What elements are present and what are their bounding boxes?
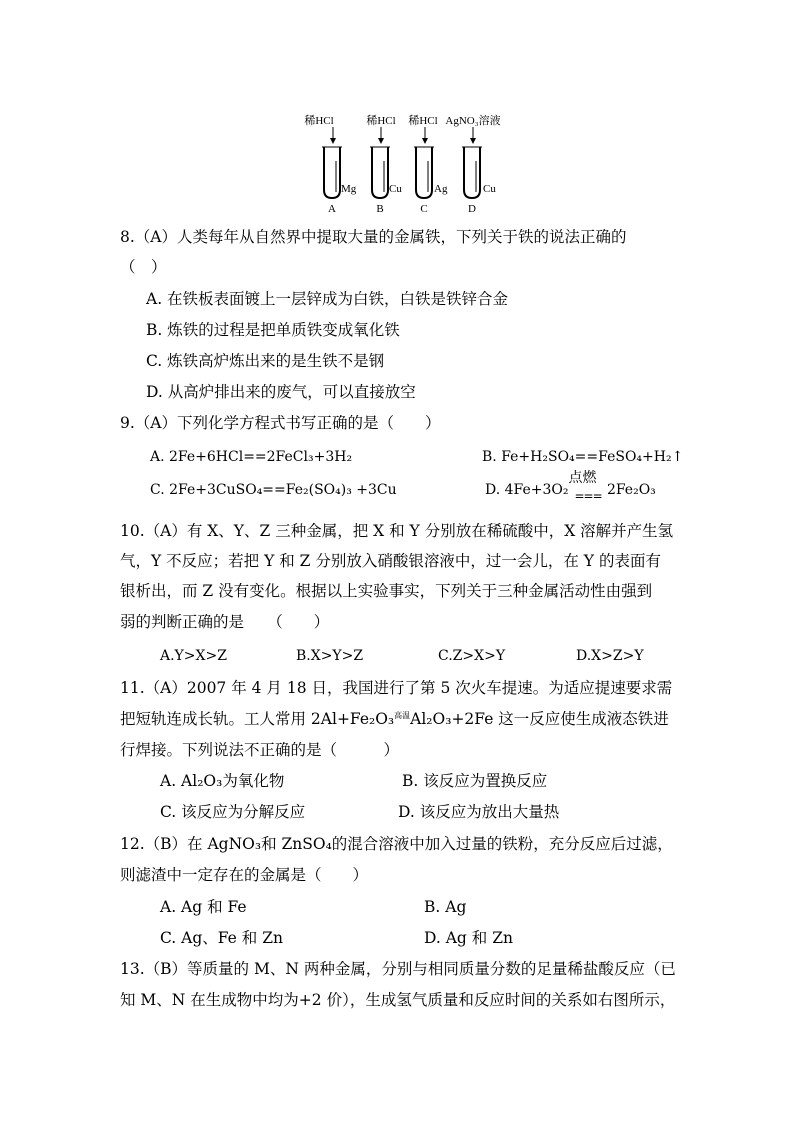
- q13-line-2: 知 M、N 在生成物中均为+2 价），生成氢气质量和反应时间的关系如右图所示，: [120, 991, 676, 1009]
- ignite-condition: [568, 470, 603, 503]
- metal-label-c: Ag: [434, 183, 448, 195]
- equals-sign: ===: [574, 489, 602, 503]
- high-temp-condition: 高温: [394, 711, 411, 720]
- tube-a: [304, 113, 356, 214]
- q12-option-d: D. Ag 和 Zn: [424, 929, 513, 947]
- q10-option-a: A.Y>X>Z: [160, 648, 227, 664]
- q9-option-d-product: 2Fe₂O₃: [606, 482, 656, 498]
- q13-line-1: 13.（B）等质量的 M、N 两种金属，分别与相同质量分数的足量稀盐酸反应（已: [120, 960, 676, 978]
- q11-line-2-end: Al₂O₃+2Fe 这一反应使生成液态铁进: [410, 710, 669, 728]
- q8-stem-line-2: （ ）: [120, 258, 167, 276]
- q9-option-b: B. Fe+H₂SO₄==FeSO₄+H₂↑: [482, 449, 684, 465]
- q10-option-d: D.X>Z>Y: [576, 648, 644, 664]
- q8-option-b: B. 炼铁的过程是把单质铁变成氧化铁: [146, 321, 400, 339]
- reagent-label-b: 稀HCl: [366, 115, 396, 127]
- q10-option-c: C.Z>X>Y: [438, 648, 506, 664]
- q10-line-3: 银析出，而 Z 没有变化。根据以上实验事实，下列关于三种金属活动性由强到: [120, 582, 653, 600]
- metal-label-d: Cu: [483, 183, 496, 195]
- metal-label-a: Mg: [341, 183, 357, 195]
- q11-option-d: D. 该反应为放出大量热: [398, 803, 560, 821]
- reagent-label-a: 稀HCl: [304, 115, 334, 127]
- ignite-label: 点燃: [568, 470, 597, 486]
- test-tube-figure: [300, 106, 520, 214]
- q10-line-4: 弱的判断正确的是 （ ）: [120, 613, 330, 631]
- q9-option-d-reactants: D. 4Fe+3O₂: [485, 482, 569, 498]
- tube-letter-a: A: [328, 203, 336, 214]
- q12-line-1: 12.（B）在 AgNO₃和 ZnSO₄的混合溶液中加入过量的铁粉，充分反应后过滤，: [120, 835, 673, 853]
- tube-b: [366, 113, 402, 214]
- tube-c: [408, 113, 448, 214]
- tube-letter-c: C: [420, 203, 428, 214]
- q9-option-a: A. 2Fe+6HCl==2FeCl₃+3H₂: [150, 449, 353, 465]
- tube-letter-d: D: [468, 203, 476, 214]
- q11-line-3: 行焊接。下列说法不正确的是（ ）: [120, 741, 400, 759]
- q8-option-d: D. 从高炉排出来的废气，可以直接放空: [146, 383, 416, 401]
- q11-line-2-start: 把短轨连成长轨。工人常用 2Al+Fe₂O₃: [120, 710, 395, 728]
- q11-option-a: A. Al₂O₃为氧化物: [160, 772, 285, 790]
- q9-option-d: [485, 470, 656, 503]
- q8-option-c: C. 炼铁高炉炼出来的是生铁不是钢: [146, 352, 385, 370]
- q12-line-2: 则滤渣中一定存在的金属是（ ）: [120, 866, 369, 884]
- q8-option-a: A. 在铁板表面镀上一层锌成为白铁，白铁是铁锌合金: [146, 290, 509, 308]
- q12-option-b: B. Ag: [424, 898, 467, 916]
- reagent-label-c: 稀HCl: [408, 115, 438, 127]
- q10-line-1: 10.（A）有 X、Y、Z 三种金属，把 X 和 Y 分别放在稀硫酸中，X 溶解并产生氢: [120, 522, 674, 540]
- q10-option-b: B.X>Y>Z: [296, 648, 364, 664]
- tube-d: [445, 113, 500, 214]
- metal-label-b: Cu: [389, 183, 402, 195]
- q12-option-c: C. Ag、Fe 和 Zn: [160, 929, 283, 947]
- q12-option-a: A. Ag 和 Fe: [160, 898, 247, 916]
- q11-option-c: C. 该反应为分解反应: [160, 803, 306, 821]
- q9-option-c: C. 2Fe+3CuSO₄==Fe₂(SO₄)₃ +3Cu: [150, 482, 397, 498]
- q9-stem: 9.（A）下列化学方程式书写正确的是（ ）: [120, 414, 441, 432]
- tube-letter-b: B: [376, 203, 384, 214]
- reagent-label-d: AgNO₃溶液: [445, 115, 501, 127]
- q11-line-1: 11.（A）2007 年 4 月 18 日，我国进行了第 5 次火车提速。为适应提速要求需: [120, 679, 673, 697]
- q11-line-2: [120, 708, 669, 730]
- q10-line-2: 气，Y 不反应；若把 Y 和 Z 分别放入硝酸银溶液中，过一会儿，在 Y 的表面有: [120, 552, 661, 570]
- q11-option-b: B. 该反应为置换反应: [402, 772, 548, 790]
- q8-stem-line-1: 8.（A）人类每年从自然界中提取大量的金属铁，下列关于铁的说法正确的: [120, 228, 627, 246]
